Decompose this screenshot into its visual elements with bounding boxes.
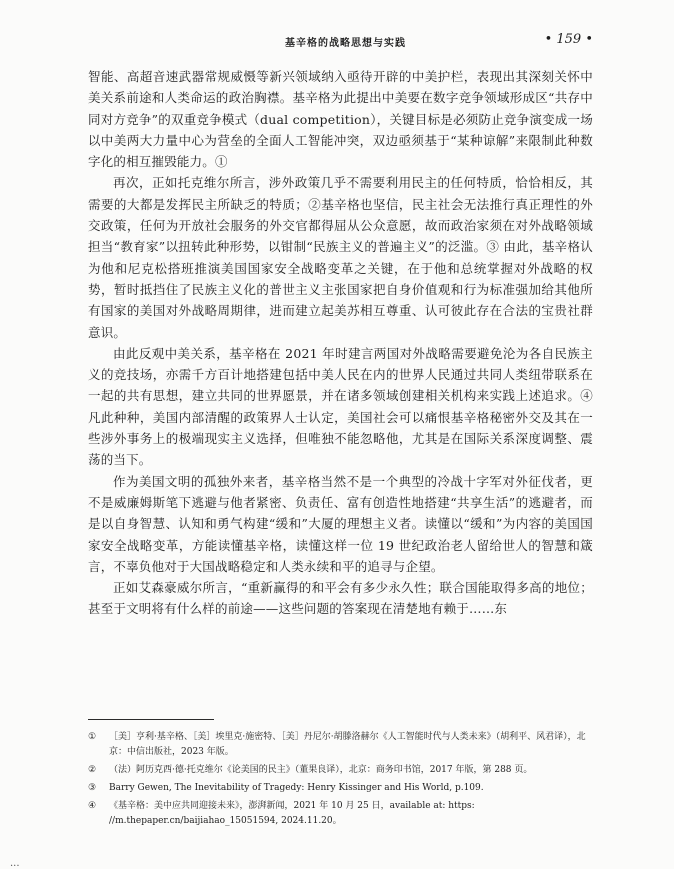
footnote-number: ① bbox=[88, 732, 97, 742]
page-bottom-mark: ... bbox=[10, 858, 20, 869]
paragraph-4: 作为美国文明的孤独外来者，基辛格当然不是一个典型的冷战十字军对外征伐者，更不是威廉姆斯笔下逃避与他者紧密、负责任、富有创造性地搭建“共享生活”的逃避者，而是以自身智慧、认知和勇气构建“缓和”大厦的理想主义者。读懂以“缓和”为内容的美国国家安全战略变革，方能读懂基辛格，读懂这样一位 19 世纪政治老人留给世人的智慧和箴言，不辜负他对于大国战略稳定和人类永续和平的追寻与企望。 bbox=[88, 473, 593, 574]
footnote-3 bbox=[88, 781, 600, 796]
page-number: • 159 • bbox=[544, 32, 593, 47]
paragraph-3: 由此反观中美关系，基辛格在 2021 年时建言两国对外战略需要避免沦为各自民族主义的竞技场，亦需千方百计地搭建包括中美人民在内的世界人民通过共同人类纽带联系在一起的共有思想，建立共同的世界愿景，并在诸多领域创建相关机构来实践上述追求。④ 凡此种种，美国内部清醒的政策界人士认定，美国社会可以痛恨基辛格秘密外交及其在一些涉外事务上的极端现实主义选择，但唯独不能忽略他，尤其是在国际关系深度调整、震荡的当下。 bbox=[88, 345, 593, 468]
footnote-text: ［美］亨利·基辛格、［美］埃里克·施密特、［美］丹尼尔·胡滕洛赫尔《人工智能时代与人类未来》（胡利平、风君译），北京：中信出版社，2023 年版。 bbox=[109, 732, 586, 757]
footnote-number: ④ bbox=[88, 801, 97, 811]
footnote-number: ③ bbox=[88, 783, 97, 793]
footnote-number: ② bbox=[88, 765, 97, 775]
footnotes bbox=[88, 730, 600, 832]
footnote-4 bbox=[88, 799, 600, 829]
body-text bbox=[88, 66, 593, 620]
footnote-text: 《基辛格：美中应共同迎接未来》，澎湃新闻，2021 年 10 月 25 日，available at: https: //m.thepaper.cn/baijiahao_15051594, 2024.11.20。 bbox=[109, 801, 475, 826]
footnote-divider bbox=[88, 719, 214, 720]
paragraph-5: 正如艾森豪威尔所言，“重新赢得的和平会有多少永久性；联合国能取得多高的地位；甚至于文明将有什么样的前途——这些问题的答案现在清楚地有赖于……东 bbox=[88, 580, 593, 617]
footnote-text: Barry Gewen, The Inevitability of Tragedy: Henry Kissinger and His World, p.109. bbox=[109, 783, 484, 793]
paragraph-1: 智能、高超音速武器常规威慑等新兴领域纳入亟待开辟的中美护栏，表现出其深刻关怀中美关系前途和人类命运的政治胸襟。基辛格为此提出中美要在数字竞争领域形成区“共存中同对方竞争”的双重竞争模式（dual competition），关键目标是必须防止竞争演变成一场以中美两大力量中心为营垒的全面人工智能冲突，双边亟须基于“某种谅解”来限制此种数字化的相互摧毁能力。① bbox=[88, 69, 593, 170]
page-header bbox=[88, 34, 593, 52]
running-title: 基辛格的战略思想与实践 bbox=[285, 38, 406, 49]
footnote-1 bbox=[88, 730, 600, 760]
footnote-2 bbox=[88, 763, 600, 778]
paragraph-2: 再次，正如托克维尔所言，涉外政策几乎不需要利用民主的任何特质，恰恰相反，其需要的大都是发挥民主所缺乏的特质；②基辛格也坚信，民主社会无法推行真正理性的外交政策，任何为开放社会服务的外交官都得屈从公众意愿，故而政治家须在对外战略领域担当“教育家”以扭转此种形势，以钳制“民族主义的普遍主义”的泛滥。③ 由此，基辛格认为他和尼克松搭班推演美国国家安全战略变革之关键，在于他和总统掌握对外战略的权势，暂时抵挡住了民族主义化的普世主义主张国家把自身价值观和行为标准强加给其他所有国家的美国对外战略周期律，进而建立起美苏相互尊重、认可彼此存在合法的宝贵社群意识。 bbox=[88, 175, 593, 340]
footnote-text: （法）阿历克西·德·托克维尔《论美国的民主》（董果良译），北京：商务印书馆，2017 年版，第 288 页。 bbox=[109, 765, 533, 775]
